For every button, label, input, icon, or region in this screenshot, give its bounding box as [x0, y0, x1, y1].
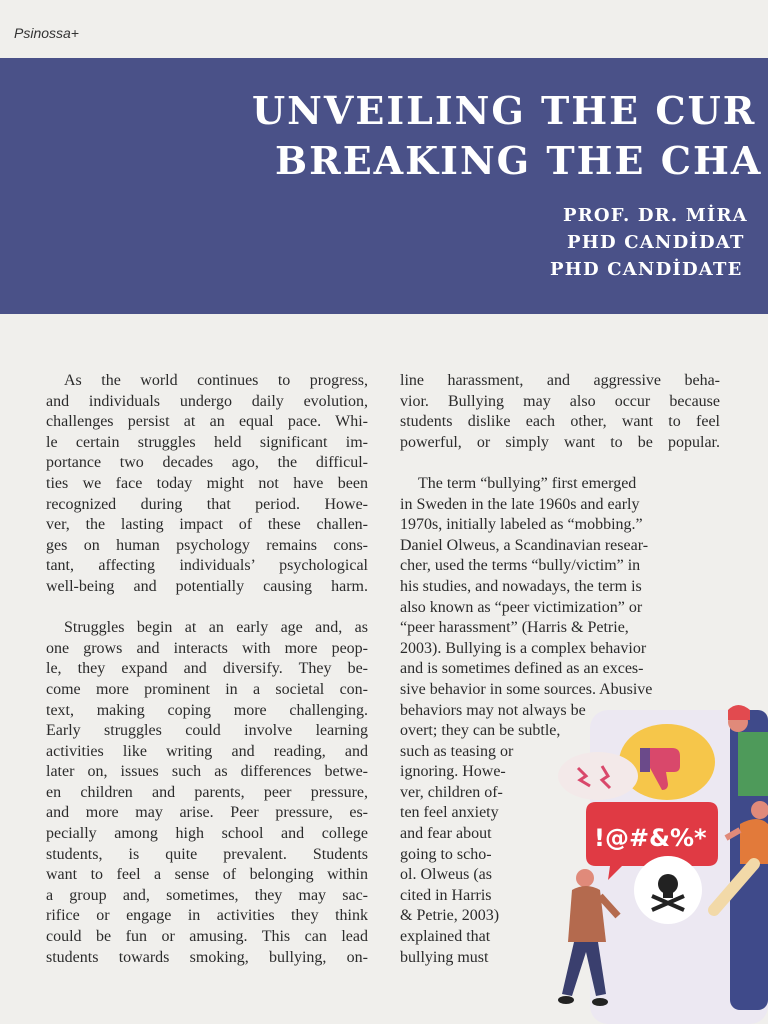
text-line: cited in Harris [400, 886, 492, 904]
text-line: text, making coping more challenging. [46, 701, 368, 719]
text-line: recognized during that period. Howe- [46, 495, 368, 513]
text-line: activities like writing and reading, and [46, 742, 368, 760]
article-title-line-2: BREAKING THE CHA [275, 138, 763, 183]
text-line: students towards smoking, bullying, on- [46, 948, 368, 966]
text-line: Early struggles could involve learning [46, 722, 368, 740]
text-line: ver, children of- [400, 783, 503, 801]
text-line: rifice or engage in activities they think [46, 907, 368, 925]
text-line: and fear about [400, 825, 492, 843]
author-2: PHD CANDİDAT [567, 232, 745, 253]
text-line: challenges persist at an equal pace. Whi- [46, 413, 368, 431]
magazine-brand: Psinossa+ [14, 25, 79, 41]
article-title-line-1: UNVEILING THE CUR [252, 88, 757, 133]
text-line: well-being and potentially causing harm. [46, 577, 368, 595]
text-line: a group and, sometimes, they may sac- [46, 886, 368, 904]
text-line: ten feel anxiety [400, 804, 499, 822]
text-line: ges on human psychology remains cons- [46, 536, 368, 554]
text-line: going to scho- [400, 845, 492, 863]
text-line: vior. Bullying may also occur because [400, 392, 720, 410]
text-line: The term “bullying” first emerged [418, 474, 637, 492]
text-line: later on, issues such as differences betwe- [46, 763, 368, 781]
text-line: cher, used the terms “bully/victim” in [400, 557, 641, 575]
text-line: and more may arise. Peer pressure, es- [46, 804, 368, 822]
text-line: such as teasing or [400, 742, 514, 760]
text-line: Struggles begin at an early age and, as [64, 619, 368, 637]
text-line: and is sometimes defined as an exces- [400, 660, 644, 678]
text-line: line harassment, and aggressive beha- [400, 372, 720, 389]
paragraph-struggles [46, 618, 368, 968]
left-column [46, 371, 368, 968]
text-line: pecially among high school and college [46, 825, 368, 843]
text-line: sive behavior in some sources. Abusive [400, 680, 653, 698]
title-banner [0, 58, 768, 314]
text-line: Daniel Olweus, a Scandinavian resear- [400, 536, 649, 554]
author-1: PROF. DR. MİRA [563, 205, 748, 226]
text-line: ties we face today might not have been [46, 474, 368, 492]
text-line: le certain struggles held significant im- [46, 433, 368, 451]
text-line: behaviors may not always be [400, 701, 586, 719]
bullying-illustration [540, 700, 768, 1024]
text-line: one grows and interacts with more peop- [46, 639, 368, 657]
text-line: bullying must [400, 948, 489, 966]
text-line: overt; they can be subtle, [400, 722, 561, 740]
text-line: 1970s, initially labeled as “mobbing.” [400, 516, 643, 534]
text-line: As the world continues to progress, [64, 372, 368, 389]
text-line: and individuals undergo daily evolution, [46, 392, 368, 410]
text-line: portance two decades ago, the difficul- [46, 454, 368, 472]
text-line: tant, affecting individuals’ psychological [46, 557, 368, 575]
swear-text: !@#&%* [594, 824, 707, 852]
text-line: in Sweden in the late 1960s and early [400, 495, 640, 513]
text-line: le, they expand and diversify. They be- [46, 660, 368, 678]
text-line: could be fun or amusing. This can lead [46, 928, 368, 946]
paragraph-intro [46, 371, 368, 598]
text-line: students, is quite prevalent. Students [46, 845, 368, 863]
text-line: ol. Olweus (as [400, 866, 492, 884]
text-line: ver, the lasting impact of these challen- [46, 516, 368, 534]
text-line: come more prominent in a societal con- [46, 680, 368, 698]
text-line: “peer harassment” (Harris & Petrie, [400, 619, 629, 637]
paragraph-continuation [400, 371, 720, 453]
text-line: explained that [400, 928, 491, 946]
text-line: his studies, and nowadays, the term is [400, 577, 642, 595]
text-line: powerful, or simply want to be popular. [400, 433, 720, 451]
text-line: students dislike each other, want to feel [400, 413, 720, 431]
author-3: PHD CANDİDATE [550, 259, 743, 280]
text-line: also known as “peer victimization” or [400, 598, 643, 616]
angry-bubble [558, 752, 638, 800]
text-line: 2003). Bullying is a complex behavior [400, 639, 647, 657]
text-line: en children and parents, peer pressure, [46, 783, 368, 801]
text-line: ignoring. Howe- [400, 763, 506, 781]
text-line: & Petrie, 2003) [400, 907, 500, 925]
text-line: want to feel a sense of belonging within [46, 866, 368, 884]
